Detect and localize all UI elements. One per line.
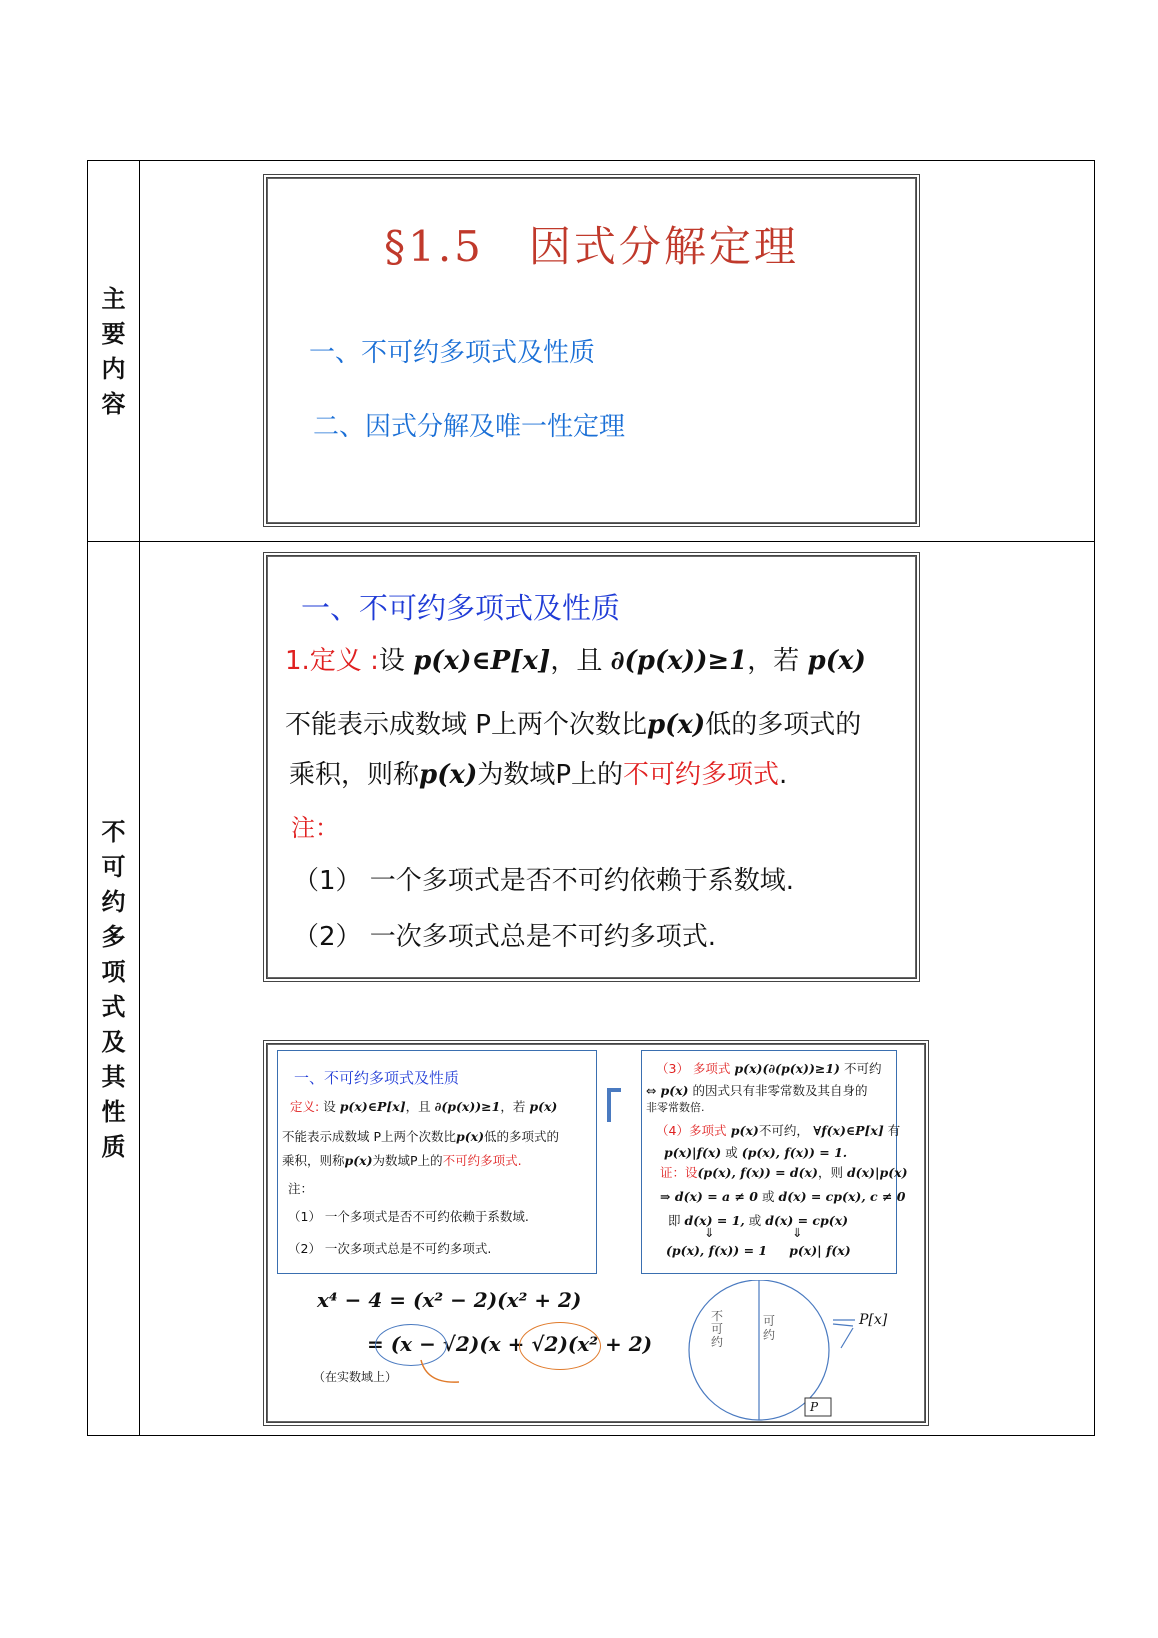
factorization-line-1: x⁴ − 4 = (x² − 2)(x² + 2) [317,1288,582,1312]
row-label-irreducible: 不 可 约 多 项 式 及 其 性 质 [101,817,126,1161]
outline-item-2: 二、因式分解及唯一性定理 [313,412,626,442]
composite-slide [263,1040,929,1426]
definition-line-1: 1.定义 :设 p(x)∈P[x]，且 ∂(p(x))≥1，若 p(x) [285,646,866,676]
formula-p: p(x) [807,646,866,676]
definition-box: 一、不可约多项式及性质 定义: 设 p(x)∈P[x]，且 ∂(p(x))≥1，若 p(x) 不能表示成数域 P上两个次数比p(x)低的多项式的 乘积，则称p(x)为数域P上的不可约多项式. 注： （1） 一个多项式是否不可约依赖于系数域. （2） 一次多项式总是不可约多项式. [277,1050,597,1274]
definition-line-2: 不能表示成数域 P上两个次数比p(x)低的多项式的 [285,710,862,740]
factorization-line-2: = (x − √2)(x + √2)(x² + 2) [367,1332,653,1356]
outline-item-1: 一、不可约多项式及性质 [309,338,596,368]
definition-line-3: 乘积，则称p(x)为数域P上的不可约多项式. [289,760,788,790]
label-irreducible: 不可约 [711,1309,724,1349]
bracket-arrow-icon [603,1084,627,1124]
note-2: （2） 一次多项式总是不可约多项式. [293,922,717,952]
irreducible-diagram [677,1280,927,1426]
real-field-caption: （在实数域上） [313,1370,398,1384]
handwritten-arrow [417,1356,467,1390]
properties-box: （3） 多项式 p(x)(∂(p(x))≥1) 不可约 ⇔ p(x) 的因式只有非零常数及其自身的 非零常数倍. （4）多项式 p(x)不可约， ∀f(x)∈P[x] 有 p(x)|f(x) 或 (p(x), f(x)) = 1. 证：设(p(x), f(x)) = d(x)，则 d(x)|p(x) ⇒ d(x) = a ≠ 0 或 d(x) = cp(x), c ≠ 0 即 d(x) = 1, 或 d(x) = cp(x) ⇓ ⇓ (p(x), f(x)) = 1 p(x)| f(x) [641,1050,897,1274]
row-label-main-content: 主 要 内 容 [101,284,126,418]
formula-degree: ∂(p(x))≥1 [610,646,748,676]
note-1: （1） 一个多项式是否不可约依赖于系数域. [293,866,795,896]
definition-slide [263,552,920,982]
column-divider [139,161,140,1435]
label-reducible: 可约 [763,1314,776,1342]
note-label: 注： [291,814,339,842]
label-px: P[x] [859,1312,888,1328]
term-irreducible: 不可约多项式 [623,760,780,790]
definition-label: 1.定义 : [285,646,379,676]
section-heading: 一、不可约多项式及性质 [301,591,621,625]
slide-title: §1.5 因式分解定理 [384,222,799,271]
title-slide [263,174,920,527]
row-divider [88,541,1094,542]
label-p: P [810,1400,819,1414]
formula-p-in-px: p(x)∈P[x] [413,646,551,676]
handwritten-circle-orange [519,1322,601,1370]
